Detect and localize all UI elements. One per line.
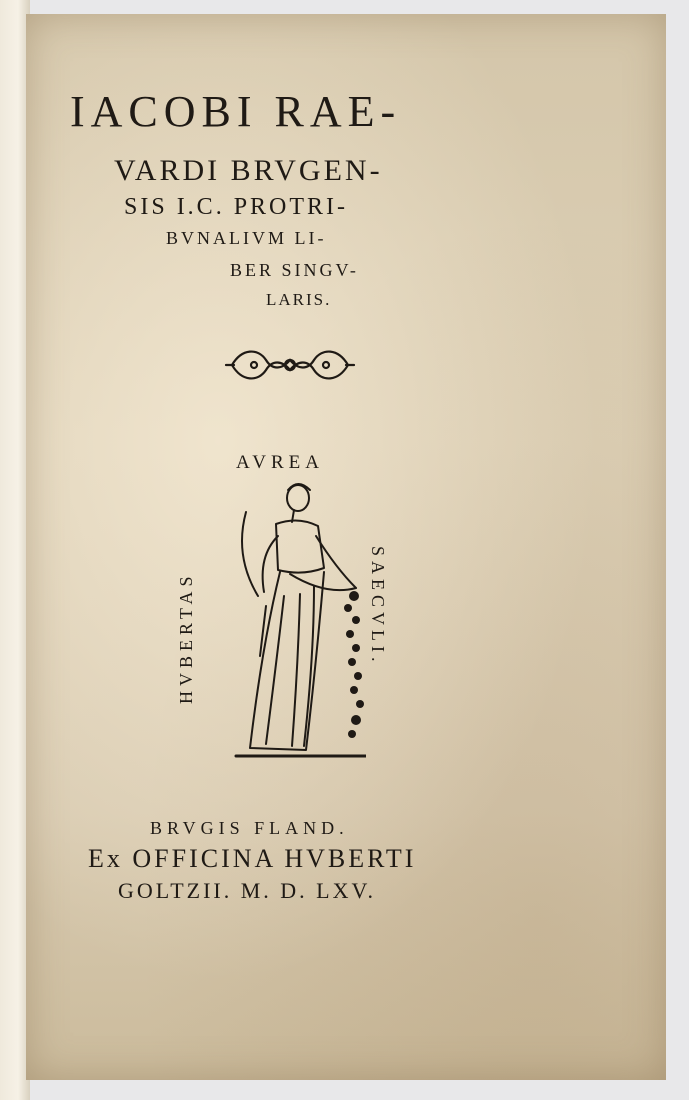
motto-right: SAECVLI.	[368, 546, 388, 667]
allegorical-figure-woodcut	[206, 476, 366, 766]
title-page	[26, 14, 666, 1080]
printers-ornament	[224, 342, 356, 388]
imprint-line-3: GOLTZII. M. D. LXV.	[118, 878, 377, 903]
motto-top: AVREA	[236, 452, 324, 473]
title-line-1: IACOBI RAE-	[70, 87, 402, 136]
imprint-line-1: BRVGIS FLAND.	[150, 818, 349, 838]
title-line-6: LARIS.	[266, 290, 332, 309]
title-line-2: VARDI BRVGEN-	[114, 154, 383, 187]
title-line-5: BER SINGV-	[230, 260, 359, 280]
title-line-3: SIS I.C. PROTRI-	[124, 194, 349, 220]
motto-left: HVBERTAS	[176, 571, 196, 704]
title-line-4: BVNALIVM LI-	[166, 228, 327, 248]
imprint-line-2: Ex OFFICINA HVBERTI	[88, 844, 417, 873]
